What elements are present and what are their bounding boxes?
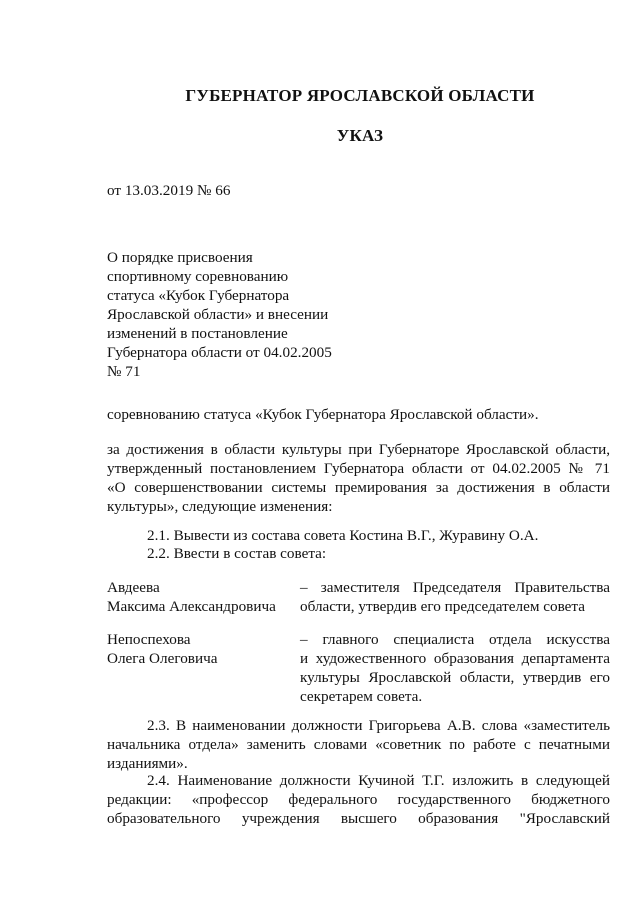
member-surname: Непоспехова bbox=[107, 631, 191, 648]
paragraph-line: 2.2. Ввести в состав совета: bbox=[147, 545, 327, 562]
member-role bbox=[300, 578, 610, 616]
document-date-number: от 13.03.2019 № 66 bbox=[107, 182, 231, 199]
member-name bbox=[107, 578, 297, 616]
member-role-line: – главного специалиста отдела искусства bbox=[300, 631, 610, 648]
paragraph-1 bbox=[107, 405, 610, 424]
paragraph-2-1 bbox=[107, 526, 610, 545]
paragraph-line: соревнованию статуса «Кубок Губернатора Ярославской области». bbox=[107, 406, 539, 423]
member-given-names: Олега Олеговича bbox=[107, 650, 218, 667]
paragraph-line: 2.1. Вывести из состава совета Костина В.Г., Журавину О.А. bbox=[147, 527, 539, 544]
paragraph-line: начальника отдела» заменить словами «советник по работе с печатными bbox=[107, 736, 610, 753]
paragraph-line: за достижения в области культуры при Губернаторе Ярославской области, bbox=[107, 441, 610, 458]
paragraph-line: образовательного учреждения высшего образования "Ярославский bbox=[107, 810, 610, 827]
subject-line: Ярославской области» и внесении bbox=[107, 306, 329, 323]
document-type-heading: УКАЗ bbox=[336, 126, 384, 145]
paragraph-line: культуры», следующие изменения: bbox=[107, 498, 333, 515]
subject-line: О порядке присвоения bbox=[107, 249, 253, 266]
member-role-line: области, утвердив его председателем совета bbox=[300, 598, 585, 615]
paragraph-line: редакции: «профессор федерального государственного бюджетного bbox=[107, 791, 610, 808]
member-name bbox=[107, 630, 297, 668]
member-role-line: культуры Ярославской области, утвердив его bbox=[300, 669, 610, 686]
member-role bbox=[300, 630, 610, 706]
member-surname: Авдеева bbox=[107, 579, 160, 596]
subject-line: изменений в постановление bbox=[107, 325, 288, 342]
paragraph-2 bbox=[107, 440, 610, 516]
subject-line: Губернатора области от 04.02.2005 bbox=[107, 344, 332, 361]
paragraph-2-4 bbox=[107, 771, 610, 828]
paragraph-line: 2.4. Наименование должности Кучиной Т.Г. изложить в следующей bbox=[147, 772, 610, 789]
member-role-line: и художественного образования департамента bbox=[300, 650, 610, 667]
member-role-line: секретарем совета. bbox=[300, 688, 423, 705]
document-subject bbox=[107, 248, 347, 381]
document-authority-heading: ГУБЕРНАТОР ЯРОСЛАВСКОЙ ОБЛАСТИ bbox=[185, 86, 535, 105]
subject-line: № 71 bbox=[107, 363, 141, 380]
paragraph-line: «О совершенствовании системы премирования за достижения в области bbox=[107, 479, 610, 496]
paragraph-2-2 bbox=[107, 544, 610, 563]
paragraph-line: утвержденный постановлением Губернатора области от 04.02.2005 № 71 bbox=[107, 460, 610, 477]
subject-line: спортивному соревнованию bbox=[107, 268, 289, 285]
paragraph-2-3 bbox=[107, 716, 610, 773]
member-given-names: Максима Александровича bbox=[107, 598, 276, 615]
paragraph-line: 2.3. В наименовании должности Григорьева А.В. слова «заместитель bbox=[147, 717, 610, 734]
subject-line: статуса «Кубок Губернатора bbox=[107, 287, 290, 304]
paragraph-line: изданиями». bbox=[107, 755, 188, 772]
member-role-line: – заместителя Председателя Правительства bbox=[300, 579, 610, 596]
